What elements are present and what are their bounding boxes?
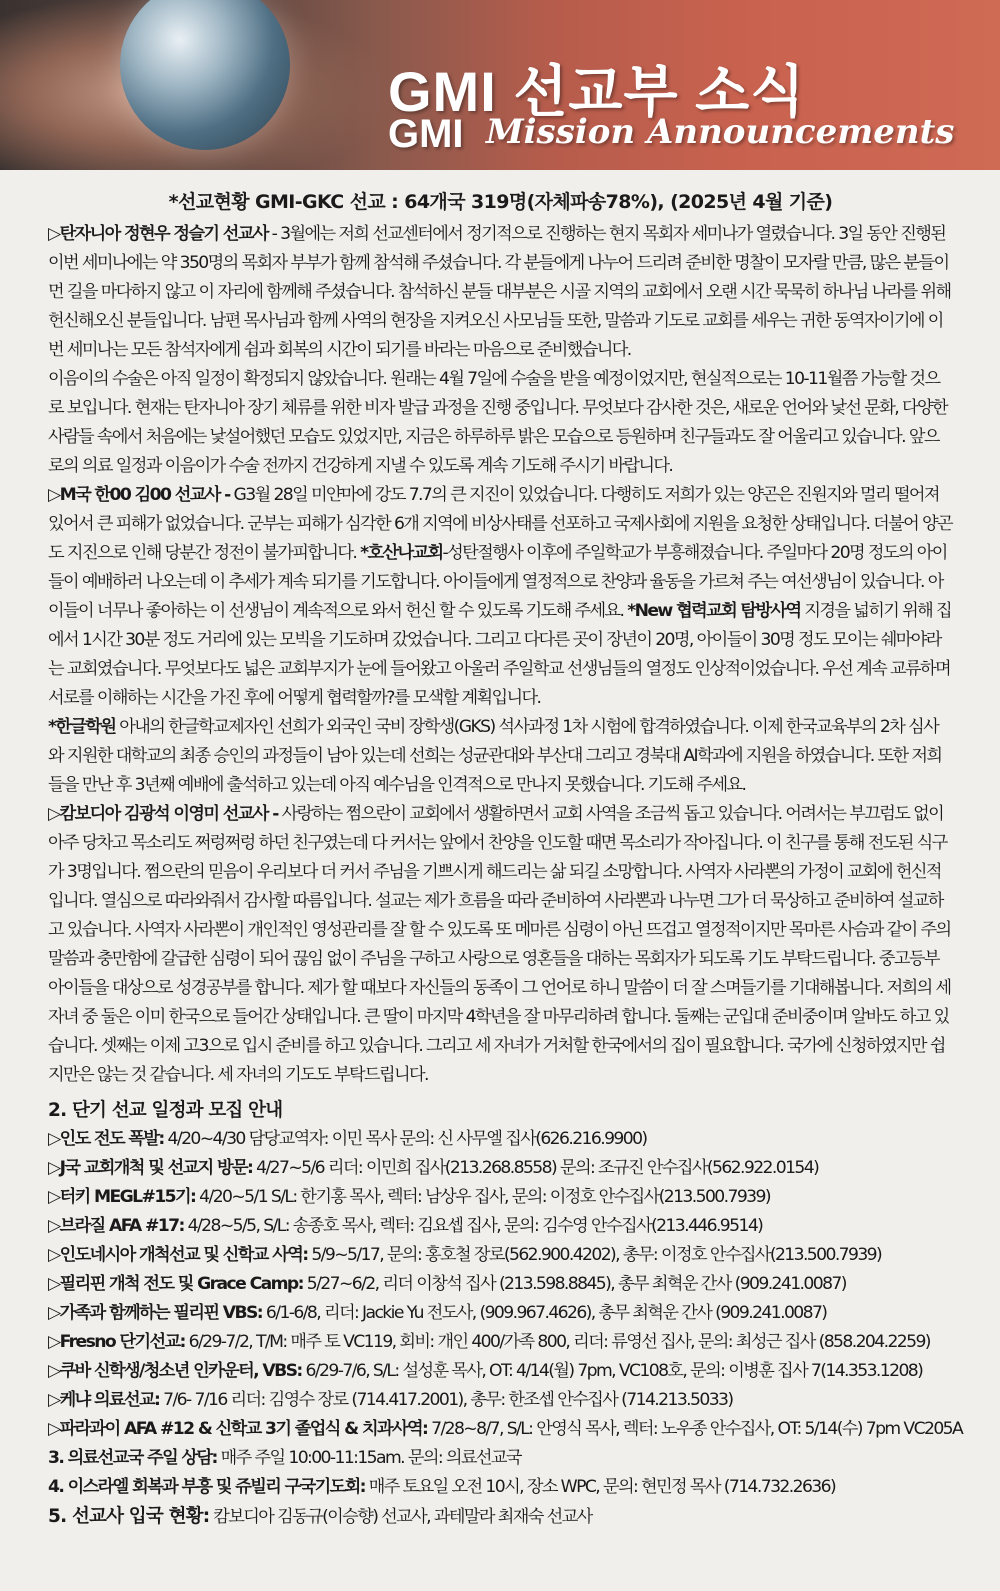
- report-text: -성탄절행사 이후에 주일학교가 부흥해졌습니다. 주일마다 20명 정도의 아이들이 예배하러 나오는데 이 추세가 계속 되기를 기도합니다. 아이들에게 열정적으로 찬양과 율동을 가르쳐 주는 여선생님이 있습니다. 아이들이 너무나 좋아하는 이 선생님이 계속적으로 와서 헌신 할 수 있도록 기도해 주세요.: [48, 543, 947, 621]
- report-text: 아내의 한글학교제자인 선희가 외국인 국비 장학생(GKS) 석사과정 1차 시험에 합격하였습니다. 이제 한국교육부의 2차 심사와 지원한 대학교의 최종 승인의 과정들이 남아 있는데 선희는 성균관대와 부산대 그리고 경북대 AI학과에 지원을 하였습니다. 또한 저희들을 만난 후 3년째 예배에 출석하고 있는데 아직 예수님을 인격적으로 만나지 못했습니다. 기도해 주세요.: [48, 717, 942, 795]
- schedule-text: 6/1-6/8, 리더: Jackie Yu 전도사, (909.967.4626), 총무 최혁운 간사 (909.241.0087): [262, 1303, 827, 1323]
- missionary-arrival-row: [48, 1502, 953, 1532]
- report-label: ▷탄자니아 정현우 정슬기 선교사: [48, 224, 268, 244]
- israel-prayer-row: [48, 1473, 953, 1502]
- schedule-label: ▷인도네시아 개척선교 및 신학교 사역:: [48, 1245, 308, 1265]
- schedule-row: [48, 1183, 953, 1212]
- schedule-title: 2. 단기 선교 일정과 모집 안내: [48, 1100, 283, 1121]
- section-text: 매주 토요일 오전 10시, 장소 WPC, 문의: 현민정 목사 (714.732.2636): [364, 1477, 836, 1497]
- report-text: 사랑하는 쩜으란이 교회에서 생활하면서 교회 사역을 조금씩 돕고 있습니다. 어려서는 부끄럼도 없이 아주 당차고 목소리도 쩌렁쩌렁 하던 친구였는데 다 커서는 앞에서 찬양을 인도할 때면 목소리가 작아집니다. 이 친구를 통해 전도된 식구가 3명입니다. 쩜으란의 믿음이 우리보다 더 커서 주님을 기쁘시게 해드리는 삶 되길 소망합니다. 사역자 사라뽄의 가정이 교회에 헌신적입니다. 열심으로 따라와줘서 감사할 따름입니다. 설교는 제가 흐름을 따라 준비하여 사라뽄과 나누면 그가 더 묵상하고 준비하여 설교하고 있습니다. 사역자 사라뽄이 개인적인 영성관리를 잘 할 수 있도록 또 메마른 심령이 아닌 뜨겁고 열정적이지만 목마른 사슴과 같이 주의 말씀과 충만함에 갈급한 심령이 되어 끊임 없이 주님을 구하고 사랑으로 영혼들을 대하는 목회자가 되도록 기도 부탁드립니다. 중고등부 아이들을 대상으로 성경공부를 합니다. 제가 할 때보다 자신들의 동족이 그 언어로 하니 말씀이 더 잘 스며들기를 기대해봅니다. 저희의 세 자녀 중 둘은 이미 한국으로 들어간 상태입니다. 큰 딸이 마지막 4학년을 잘 마무리하려 합니다. 둘째는 군입대 준비중이며 알바도 하고 있습니다. 셋째는 이제 고3으로 입시 준비를 하고 있습니다. 그리고 세 자녀가 거처할 한국에서의 집이 필요합니다. 국가에 신청하였지만 쉽지만은 않는 것 같습니다. 세 자녀의 기도도 부탁드립니다.: [48, 804, 951, 1085]
- schedule-text: 4/20~4/30 담당교역자: 이민 목사 문의: 신 사무엘 집사(626.216.9900): [163, 1129, 647, 1149]
- header-banner: [0, 0, 1000, 170]
- report-text: 지경을 넓히기 위해 집에서 1시간 30분 정도 거리에 있는 모빅을 기도하며 갔었습니다. 그리고 다다른 곳이 장년이 20명, 아이들이 30명 정도 모이는 쉐마야라는 교회였습니다. 무엇보다도 넓은 교회부지가 눈에 들어왔고 아울러 주일학교 선생님들의 열정도 인상적이었습니다. 우선 계속 교류하며 서로를 이해하는 시간을 가진 후에 어떻게 협력할까?를 모색할 계획입니다.: [48, 601, 951, 708]
- section-label: 5. 선교사 입국 현황:: [48, 1506, 210, 1527]
- section-text: 캄보디아 김동규(이승향) 선교사, 과테말라 최재숙 선교사: [209, 1507, 592, 1527]
- schedule-text: 4/20~5/1 S/L: 한기홍 목사, 렉터: 남상우 집사, 문의: 이정호 안수집사(213.500.7939): [195, 1187, 770, 1207]
- schedule-text: 5/27~6/2, 리더 이창석 집사 (213.598.8845), 총무 최혁운 간사 (909.241.0087): [302, 1274, 846, 1294]
- report-tanzania-continued: [48, 365, 953, 481]
- schedule-label: ▷브라질 AFA #17:: [48, 1216, 184, 1236]
- schedule-text: 6/29-7/2, T/M: 매주 토 VC119, 회비: 개인 400/가족 800, 리더: 류영선 집사, 문의: 최성근 집사 (858.204.2259): [184, 1332, 930, 1352]
- report-cambodia: [48, 800, 953, 1090]
- schedule-label: ▷파라과이 AFA #12 & 신학교 3기 졸업식 & 치과사역:: [48, 1419, 428, 1439]
- banner-title-korean: GMI 선교부 소식: [388, 60, 806, 123]
- report-tanzania: [48, 220, 953, 365]
- schedule-label: ▷케냐 의료선교:: [48, 1390, 160, 1410]
- report-label: ▷M국 한00 김00 선교사 -: [48, 485, 230, 505]
- report-label: ▷캄보디아 김광석 이영미 선교사 -: [48, 804, 278, 824]
- schedule-row: [48, 1212, 953, 1241]
- announcements-body: [48, 188, 963, 1532]
- schedule-row: [48, 1386, 953, 1415]
- banner-title-english: Mission Announcements: [486, 112, 955, 152]
- schedule-text: 7/6- 7/16 리더: 김영수 장로 (714.417.2001), 총무: 한조셉 안수집사 (714.213.5033): [159, 1390, 733, 1410]
- report-text: - 3월에는 저희 선교센터에서 정기적으로 진행하는 현지 목회자 세미나가 열렸습니다. 3일 동안 진행된 이번 세미나에는 약 350명의 목회자 부부가 함께 참석해 주셨습니다. 각 분들에게 나누어 드리려 준비한 명찰이 모자랄 만큼, 많은 분들이 먼 길을 마다하지 않고 이 자리에 함께해 주셨습니다. 참석하신 분들 대부분은 시골 지역의 교회에서 오랜 시간 묵묵히 하나님 나라를 위해 헌신해오신 분들입니다. 남편 목사님과 함께 사역의 현장을 지켜오신 사모님들 또한, 말씀과 기도로 교회를 세우는 귀한 동역자이기에 이번 세미나는 모든 참석자에게 쉼과 회복의 시간이 되기를 바라는 마음으로 준비했습니다.: [48, 224, 951, 360]
- report-sublabel: *한글학원: [48, 717, 116, 737]
- schedule-row: [48, 1270, 953, 1299]
- schedule-text: 7/28~8/7, S/L: 안영식 목사, 렉터: 노우종 안수집사, OT: 5/14(수) 7pm VC205A: [427, 1419, 963, 1439]
- report-sublabel: *New 협력교회 탐방사역: [627, 601, 801, 621]
- schedule-text: 4/27~5/6 리더: 이민희 집사(213.268.8558) 문의: 조규진 안수집사(562.922.0154): [252, 1158, 819, 1178]
- schedule-label: ▷터키 MEGL#15기:: [48, 1187, 196, 1207]
- schedule-row: [48, 1415, 963, 1444]
- report-myanmar: [48, 481, 953, 713]
- schedule-label: ▷Fresno 단기선교:: [48, 1332, 185, 1352]
- schedule-text: 4/28~5/5, S/L: 송종호 목사, 렉터: 김요셉 집사, 문의: 김수영 안수집사(213.446.9514): [183, 1216, 763, 1236]
- schedule-label: ▷J국 교회개척 및 선교지 방문:: [48, 1158, 253, 1178]
- report-sublabel: *호산나교회: [360, 543, 443, 563]
- report-myanmar-hangul: [48, 713, 953, 800]
- section-label: 3. 의료선교국 주일 상담:: [48, 1448, 217, 1468]
- schedule-label: ▷필리핀 개척 전도 및 Grace Camp:: [48, 1274, 303, 1294]
- banner-title-gmi: GMI: [388, 112, 464, 156]
- short-term-schedule: [48, 1096, 963, 1532]
- schedule-row: [48, 1125, 953, 1154]
- mission-status-headline: *선교현황 GMI-GKC 선교 : 64개국 319명(자체파송78%), (2025년 4월 기준): [168, 191, 833, 213]
- schedule-row: [48, 1241, 953, 1270]
- schedule-label: ▷인도 전도 폭발:: [48, 1129, 164, 1149]
- schedule-label: ▷가족과 함께하는 필리핀 VBS:: [48, 1303, 263, 1323]
- schedule-label: ▷쿠바 신학생/청소년 인카운터, VBS:: [48, 1361, 302, 1381]
- schedule-text: 5/9~5/17, 문의: 홍호철 장로(562.900.4202), 총무: 이정호 안수집사(213.500.7939): [307, 1245, 882, 1265]
- section-text: 매주 주일 10:00-11:15am. 문의: 의료선교국: [216, 1448, 521, 1468]
- schedule-row: [48, 1299, 953, 1328]
- report-text: 이음이의 수술은 아직 일정이 확정되지 않았습니다. 원래는 4월 7일에 수술을 받을 예정이었지만, 현실적으로는 10-11월쯤 가능할 것으로 보입니다. 현재는 탄자니아 장기 체류를 위한 비자 발급 과정을 진행 중입니다. 무엇보다 감사한 것은, 새로운 언어와 낯선 문화, 다양한 사람들 속에서 처음에는 낯설어했던 모습도 있었지만, 지금은 하루하루 밝은 모습으로 등원하며 친구들과도 잘 어울리고 있습니다. 앞으로의 의료 일정과 이음이가 수술 전까지 건강하게 지낼 수 있도록 계속 기도해 주시기 바랍니다.: [48, 369, 948, 476]
- schedule-row: [48, 1328, 953, 1357]
- schedule-row: [48, 1357, 953, 1386]
- medical-consult-row: [48, 1444, 953, 1473]
- schedule-row: [48, 1154, 953, 1183]
- report-text: G3월 28일 미얀마에 강도 7.7의 큰 지진이 있었습니다. 다행히도 저희가 있는 양곤은 진원지와 멀리 떨어져 있어서 큰 피해가 없었습니다. 군부는 피해가 심각한 6개 지역에 비상사태를 선포하고 국제사회에 지원을 요청한 상태입니다. 더불어 양곤도 지진으로 인해 당분간 정전이 불가피합니다.: [48, 485, 953, 563]
- section-label: 4. 이스라엘 회복과 부흥 및 쥬빌리 구국기도회:: [48, 1477, 365, 1497]
- schedule-text: 6/29-7/6, S/L: 설성훈 목사, OT: 4/14(월) 7pm, VC108호, 문의: 이병훈 집사 7(14.353.1208): [301, 1361, 923, 1381]
